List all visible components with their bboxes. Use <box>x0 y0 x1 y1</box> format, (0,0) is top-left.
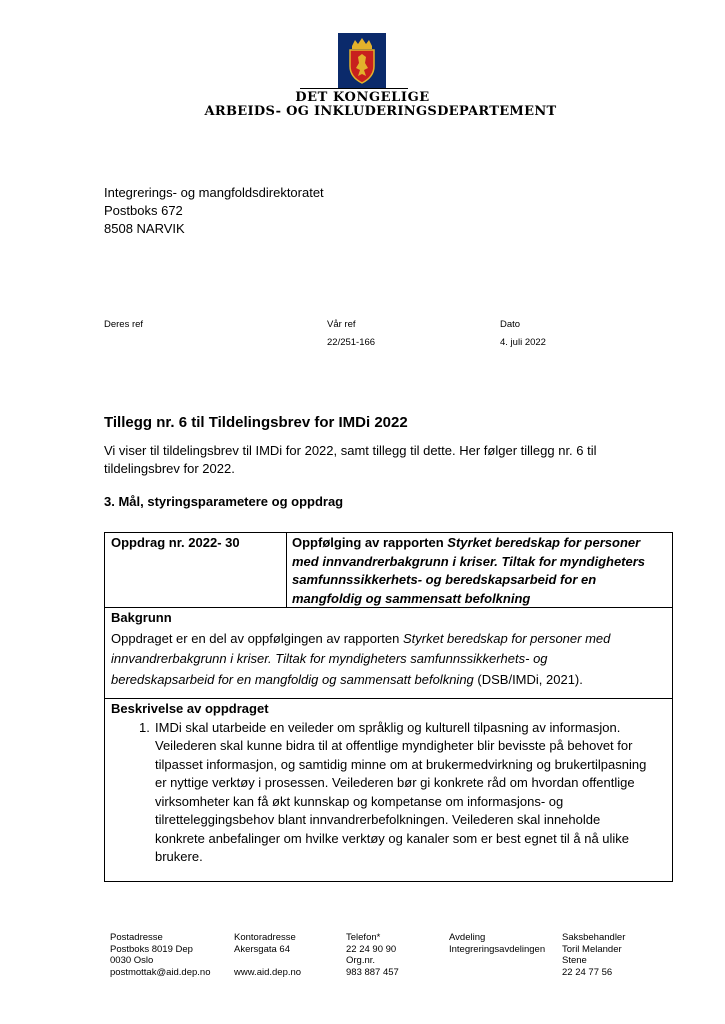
assignment-title-line: samfunnssikkerhets- og beredskapsarbeid for en <box>292 572 597 587</box>
recipient-city: 8508 NARVIK <box>104 221 185 236</box>
deres-ref-label: Deres ref <box>104 319 144 330</box>
list-item-number: 1. <box>139 719 150 735</box>
intro-line: Vi viser til tildelingsbrev til IMDi for 2022, samt tillegg til dette. Her følger tillegg nr. 6 til <box>104 443 597 458</box>
footer-label: Kontoradresse <box>234 932 296 943</box>
list-item <box>111 719 669 867</box>
footer-value: 22 24 77 56 <box>562 966 613 978</box>
footer-label: Org.nr. <box>346 955 376 966</box>
background-text: Oppdraget er en del av oppfølgingen av rapporten <box>111 630 403 646</box>
footer-value: 0030 Oslo <box>110 955 154 966</box>
assignment-title-italic: Styrket beredskap for personer <box>447 535 641 550</box>
recipient-name: Integrerings- og mangfoldsdirektoratet <box>104 185 324 200</box>
background-section <box>111 609 669 689</box>
list-item-line: brukere. <box>155 849 203 864</box>
footer-value: 983 887 457 <box>346 966 399 978</box>
footer-value: 22 24 90 90 <box>346 943 397 955</box>
background-citation: (DSB/IMDi, 2021). <box>473 671 583 687</box>
department-name-line1: DET KONGELIGE <box>295 90 430 105</box>
list-item-line: tilpasset informasjon, og samtidig minne om at brukermedvirkning og brukertilpasning <box>155 756 647 772</box>
footer-website: www.aid.dep.no <box>234 966 302 978</box>
list-item-line: IMDi skal utarbeide en veileder om språklig og kulturell tilpasning av informasjon. <box>155 719 621 735</box>
norwegian-coat-of-arms-icon <box>338 33 386 89</box>
assignment-title-line: med innvandrerbakgrunn i kriser. Tiltak for myndigheters <box>292 553 646 569</box>
list-item-line: konkrete anbefalinger om hvilke verktøy og kanaler som er best egnet til å nå ulike <box>155 830 630 846</box>
footer-label: Postadresse <box>110 932 163 943</box>
table-column-divider <box>286 533 287 607</box>
footer-saksbehandler <box>562 932 625 978</box>
footer-postadresse <box>110 932 210 978</box>
list-item-line: tilretteleggingsbehov blant innvandrerbefolkningen. Veilederen skal inneholde <box>155 812 601 827</box>
description-heading: Beskrivelse av oppdraget <box>111 701 269 716</box>
list-item-line: virksomheter kan få økt kunnskap og kompetanse om informasjons- og <box>155 793 564 809</box>
var-ref-label: Vår ref <box>327 319 356 330</box>
assignment-number: Oppdrag nr. 2022- 30 <box>111 535 240 550</box>
footer-label: Telefon* <box>346 932 381 943</box>
intro-line: tildelingsbrev for 2022. <box>104 461 235 476</box>
background-italic: beredskapsarbeid for en mangfoldig og sammensatt befolkning <box>111 671 474 687</box>
list-item-line: er nyttige verktøy i prosessen. Veilederen bør gi konkrete råd om hvordan offentlige <box>155 775 635 790</box>
background-heading: Bakgrunn <box>111 610 172 625</box>
letter-title: Tillegg nr. 6 til Tildelingsbrev for IMDi 2022 <box>104 414 408 431</box>
footer-value: Stene <box>562 955 587 966</box>
description-section <box>111 700 669 867</box>
date-label: Dato <box>500 319 521 330</box>
footer-telefon <box>346 932 399 978</box>
footer-kontoradresse <box>234 932 301 978</box>
assignment-title-line: mangfoldig og sammensatt befolkning <box>292 590 531 606</box>
assignment-table <box>104 532 673 882</box>
footer-label: Avdeling <box>449 932 486 943</box>
table-row-divider <box>105 698 672 699</box>
department-name-line2: ARBEIDS- OG INKLUDERINGSDEPARTEMENT <box>204 104 557 119</box>
footer-value: Akersgata 64 <box>234 943 290 955</box>
date-value: 4. juli 2022 <box>500 337 546 348</box>
recipient-postbox: Postboks 672 <box>104 203 183 218</box>
footer-value: Postboks 8019 Dep <box>110 943 193 955</box>
header-divider <box>300 88 408 89</box>
background-italic: Styrket beredskap for personer med <box>402 630 611 646</box>
letter-intro <box>104 442 664 478</box>
section-heading: 3. Mål, styringsparametere og oppdrag <box>104 494 344 509</box>
footer-value: Toril Melander <box>562 943 622 955</box>
footer-label: Saksbehandler <box>562 932 626 943</box>
footer-avdeling <box>449 932 545 955</box>
assignment-title <box>292 534 670 608</box>
var-ref-value: 22/251-166 <box>327 337 376 348</box>
list-item-line: Veilederen skal kunne bidra til at offentlige myndigheter blir bevisste på behovet for <box>155 738 633 753</box>
recipient-address <box>104 184 324 238</box>
background-italic: innvandrerbakgrunn i kriser. Tiltak for myndigheters samfunnssikkerhets- og <box>111 651 548 666</box>
footer-email: postmottak@aid.dep.no <box>110 966 211 978</box>
assignment-title-prefix: Oppfølging av rapporten <box>292 535 448 550</box>
footer-value: Integreringsavdelingen <box>449 943 546 955</box>
